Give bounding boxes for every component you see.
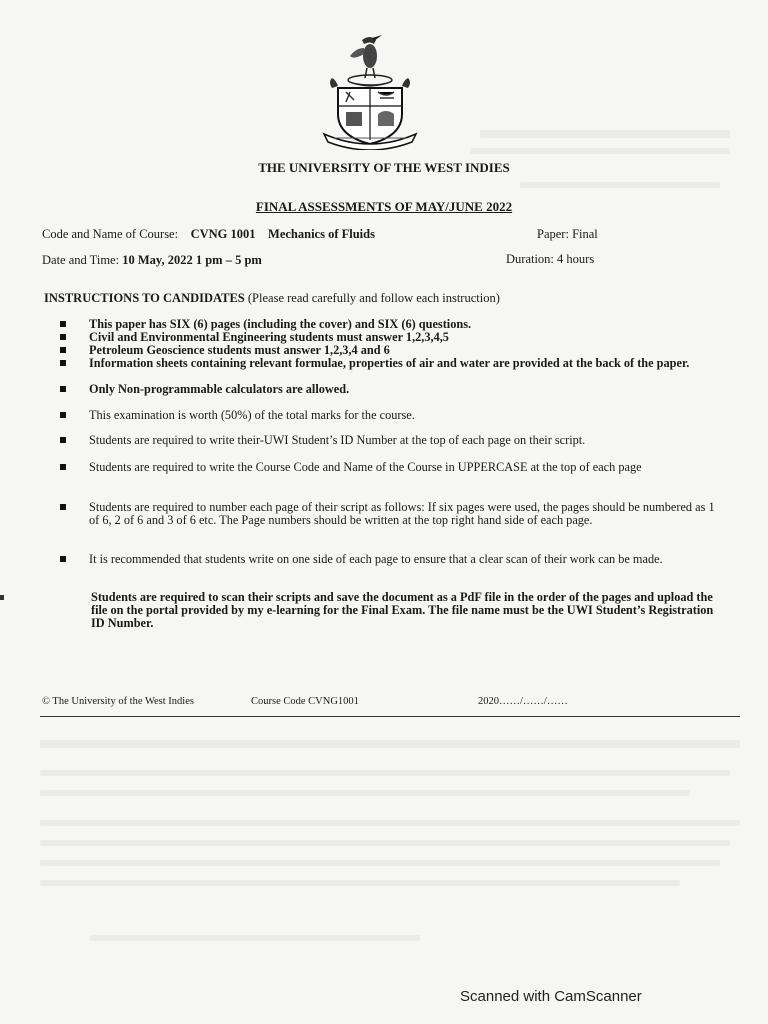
instruction-text: Students are required to scan their scripts and save the document as a PdF file in the order of the pages and upload the file on the portal provided by my e-learning for the Final Exam. The file name must be the UWI Student’s Registration ID Number.: [91, 590, 714, 630]
bleed-through-line: [40, 770, 730, 776]
instruction-text: Petroleum Geoscience students must answer 1,2,3,4 and 6: [89, 343, 390, 357]
duration-value: 4 hours: [557, 252, 595, 266]
paper-row: [537, 227, 598, 242]
bleed-through-line: [40, 840, 730, 846]
assessment-title: FINAL ASSESSMENTS OF MAY/JUNE 2022: [255, 199, 513, 214]
instruction-text: Only Non-programmable calculators are allowed.: [89, 382, 350, 396]
date-value: 10 May, 2022 1 pm – 5 pm: [122, 253, 262, 267]
instruction-text: Students are required to write their-UWI Student’s ID Number at the top of each page on their script.: [89, 433, 586, 447]
date-row: [42, 253, 262, 268]
instructions-subtitle: (Please read carefully and follow each instruction): [247, 291, 500, 305]
bullet-icon: [60, 347, 66, 353]
bullet-icon: [0, 595, 4, 600]
footer-course-code: Course Code CVNG1001: [251, 696, 359, 707]
list-item: [0, 591, 716, 630]
university-crest-icon: [320, 30, 420, 150]
bullet-icon: [60, 360, 66, 366]
bleed-through-line: [40, 790, 690, 796]
instruction-text: This examination is worth (50%) of the total marks for the course.: [89, 408, 415, 422]
bleed-through-line: [40, 860, 720, 866]
bullet-icon: [60, 334, 66, 340]
bleed-through-line: [90, 935, 420, 941]
footer-divider: [40, 716, 740, 717]
course-name: Mechanics of Fluids: [268, 227, 375, 241]
footer-date: 2020……/……/……: [478, 696, 568, 707]
bleed-through-line: [40, 820, 740, 826]
bullet-icon: [60, 504, 66, 510]
instructions-heading: [44, 291, 500, 306]
university-title: THE UNIVERSITY OF THE WEST INDIES: [258, 160, 510, 175]
instruction-text: Students are required to number each page of their script as follows: If six pages were used, the pages should be numbered as 1 of 6, 2 of 6 and 3 of 6 etc. The Page numbers should be written at the top right hand side of each page.: [89, 500, 715, 527]
course-code: CVNG 1001: [190, 227, 256, 241]
bullet-icon: [60, 386, 66, 392]
duration-label: Duration:: [506, 252, 554, 266]
instruction-text: This paper has SIX (6) pages (including the cover) and SIX (6) questions.: [89, 317, 472, 331]
instructions-title: INSTRUCTIONS TO CANDIDATES: [44, 291, 245, 305]
bleed-through-line: [470, 148, 730, 154]
instruction-text: Students are required to write the Course Code and Name of the Course in UPPERCASE at the top of each page: [89, 460, 642, 474]
bullet-icon: [60, 464, 66, 470]
paper-value: Final: [572, 227, 598, 241]
list-item: [60, 501, 718, 527]
bullet-icon: [60, 437, 66, 443]
bullet-icon: [60, 556, 66, 562]
bullet-icon: [60, 412, 66, 418]
bleed-through-line: [40, 740, 740, 748]
list-item: [60, 461, 718, 474]
bleed-through-line: [480, 130, 730, 138]
paper-label: Paper:: [537, 227, 569, 241]
bullet-icon: [60, 321, 66, 327]
list-item: [60, 553, 718, 566]
bleed-through-line: [40, 880, 680, 886]
list-item: [60, 383, 718, 396]
bleed-through-line: [520, 182, 720, 188]
list-item: [60, 409, 718, 422]
list-item: [60, 357, 718, 370]
course-row: [42, 227, 375, 242]
footer-copyright: © The University of the West Indies: [42, 696, 194, 707]
instruction-text: Information sheets containing relevant formulae, properties of air and water are provided at the back of the paper.: [89, 356, 690, 370]
date-label: Date and Time:: [42, 253, 120, 267]
duration-row: [506, 252, 594, 267]
course-label: Code and Name of Course:: [42, 227, 179, 241]
list-item: [60, 434, 718, 447]
instruction-text: Civil and Environmental Engineering students must answer 1,2,3,4,5: [89, 330, 449, 344]
instruction-text: It is recommended that students write on one side of each page to ensure that a clear scan of their work can be made.: [89, 552, 663, 566]
camscanner-watermark: Scanned with CamScanner: [460, 988, 642, 1005]
